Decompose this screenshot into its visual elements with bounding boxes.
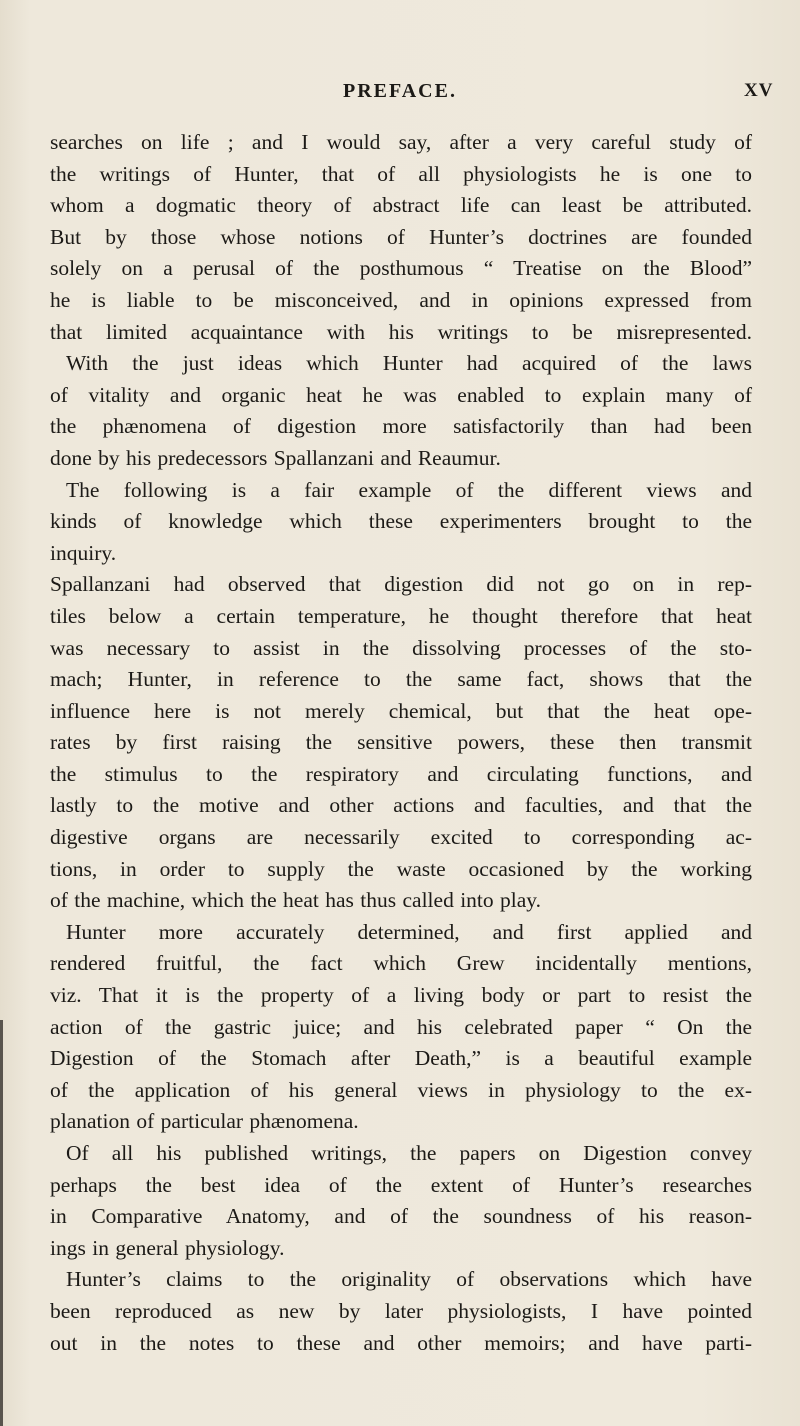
text-line: was necessary to assist in the dissolving processes of the sto- [50, 635, 752, 660]
text-line: Hunter’s claims to the originality of observations which have [66, 1267, 752, 1292]
text-line: Hunter more accurately determined, and first applied and [66, 919, 752, 944]
text-line: digestive organs are necessarily excited to corresponding ac- [50, 825, 752, 850]
text-line: searches on life ; and I would say, after a very careful study of [50, 130, 752, 154]
text-line: mach; Hunter, in reference to the same fact, shows that the [50, 667, 752, 692]
text-line: But by those whose notions of Hunter’s doctrines are founded [50, 224, 752, 249]
text-line: of the machine, which the heat has thus called into play. [50, 888, 542, 913]
text-line: been reproduced as new by later physiologists, I have pointed [50, 1298, 752, 1323]
text-line: rendered fruitful, the fact which Grew incidentally mentions, [50, 951, 752, 976]
text-line: ings in general physiology. [50, 1235, 285, 1260]
text-line: out in the notes to these and other memoirs; and have parti- [50, 1330, 752, 1355]
text-line: the stimulus to the respiratory and circulating functions, and [50, 761, 752, 786]
text-line: perhaps the best idea of the extent of Hunter’s researches [50, 1172, 752, 1197]
text-line: the phænomena of digestion more satisfactorily than had been [50, 414, 752, 439]
page-header [0, 80, 800, 108]
text-line: influence here is not merely chemical, but that the heat ope- [50, 698, 752, 723]
text-line: With the just ideas which Hunter had acquired of the laws [66, 351, 752, 376]
text-line: Of all his published writings, the papers on Digestion convey [66, 1141, 752, 1165]
text-line: Digestion of the Stomach after Death,” is a beautiful example [50, 1046, 752, 1071]
body-text [50, 127, 752, 1359]
text-line: inquiry. [50, 540, 117, 565]
text-line: lastly to the motive and other actions and faculties, and that the [50, 793, 752, 818]
text-line: in Comparative Anatomy, and of the soundness of his reason- [50, 1204, 752, 1229]
text-line: planation of particular phænomena. [50, 1109, 359, 1134]
page-number: XV [744, 80, 774, 101]
page-edge-shadow [0, 1020, 3, 1426]
text-line: he is liable to be misconceived, and in opinions expressed from [50, 287, 752, 312]
text-line: solely on a perusal of the posthumous “ Treatise on the Blood” [50, 256, 752, 281]
text-line: action of the gastric juice; and his celebrated paper “ On the [50, 1014, 752, 1039]
text-line: The following is a fair example of the different views and [66, 477, 752, 502]
text-line: viz. That it is the property of a living body or part to resist the [50, 983, 752, 1008]
text-line: tions, in order to supply the waste occasioned by the working [50, 856, 752, 881]
text-line: kinds of knowledge which these experimenters brought to the [50, 509, 752, 534]
text-line: the writings of Hunter, that of all physiologists he is one to [50, 161, 752, 186]
text-line: done by his predecessors Spallanzani and Reaumur. [50, 445, 501, 470]
text-line: of vitality and organic heat he was enabled to explain many of [50, 382, 752, 407]
text-line: that limited acquaintance with his writings to be misrepresented. [50, 319, 752, 344]
text-line: of the application of his general views in physiology to the ex- [50, 1077, 752, 1102]
text-line: rates by first raising the sensitive powers, these then transmit [50, 730, 752, 755]
running-title: PREFACE. [343, 80, 457, 102]
text-line: tiles below a certain temperature, he thought therefore that heat [50, 603, 752, 628]
text-line: whom a dogmatic theory of abstract life can least be attributed. [50, 193, 752, 218]
text-line: Spallanzani had observed that digestion did not go on in rep- [50, 572, 752, 597]
